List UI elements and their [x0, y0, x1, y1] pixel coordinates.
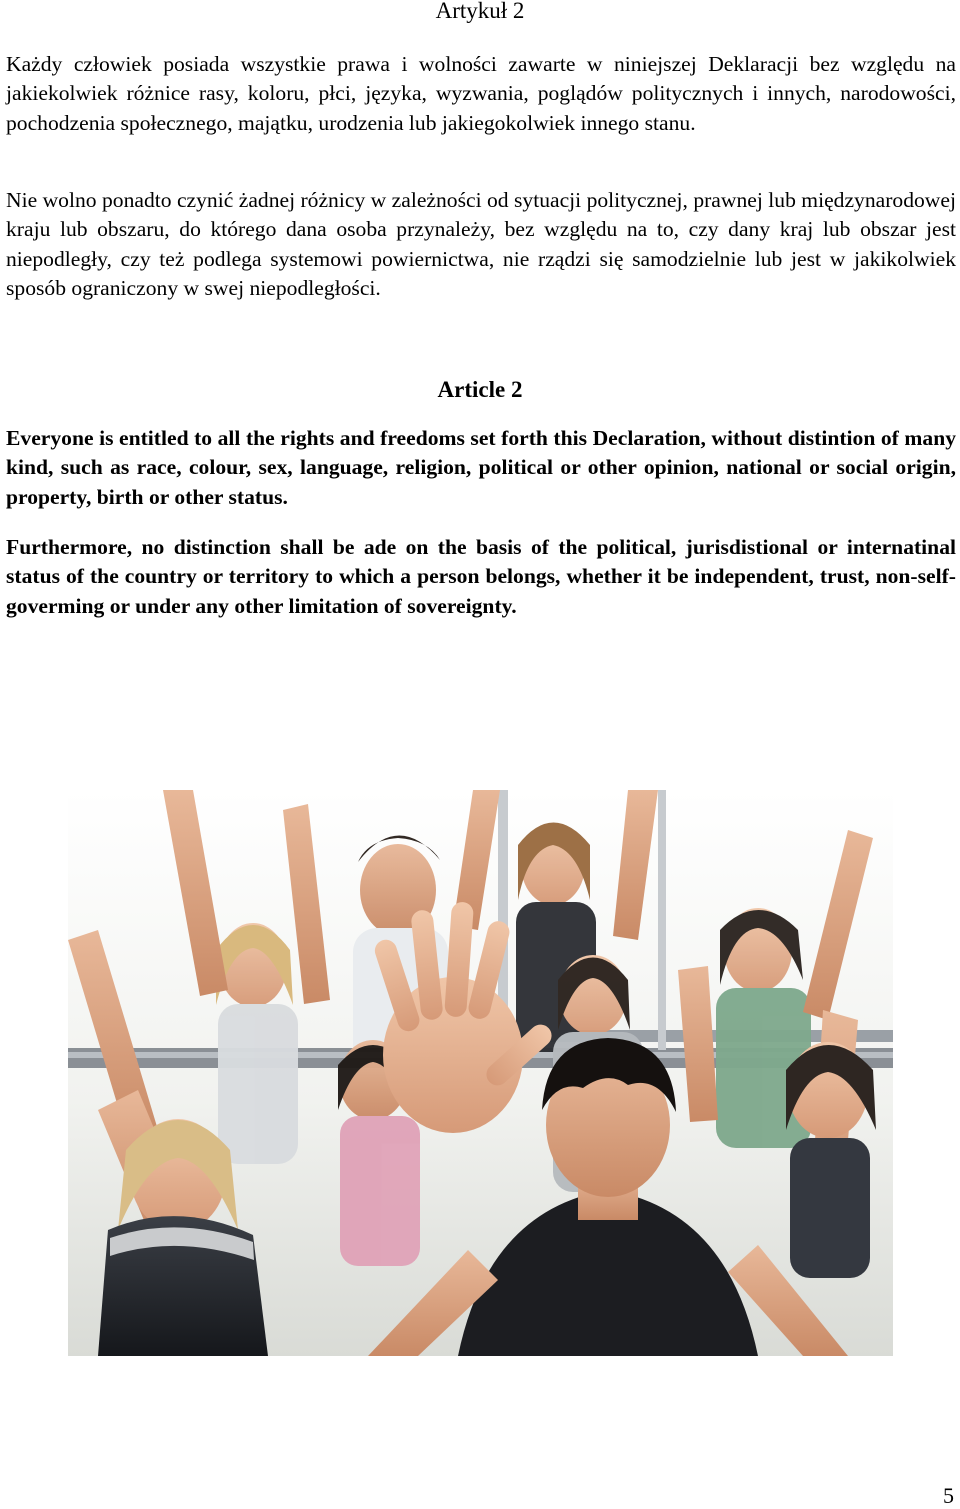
- page-number: 5: [943, 1483, 954, 1508]
- polish-paragraph-1: Każdy człowiek posiada wszystkie prawa i wolności zawarte w niniejszej Deklaracji bez względu na jakiekolwiek różnice rasy, koloru, płci, języka, wyzwania, poglądów politycznych i innych, narodowości, pochodzenia społecznego, majątku, urodzenia lub jakiegokolwiek innego stanu.: [6, 52, 956, 135]
- english-paragraph-1: Everyone is entitled to all the rights and freedoms set forth this Declaration, without distintion of many kind, such as race, colour, sex, language, religion, political or other opinion, national or social origin, property, birth or other status.: [6, 426, 956, 509]
- english-article-title: Article 2: [437, 377, 523, 402]
- polish-article-title: Artykuł 2: [435, 0, 525, 23]
- english-paragraph-2: Furthermore, no distinction shall be ade on the basis of the political, jurisdistional or internatinal status of the country or territory to which a person belongs, whether it be independent, trust, non-self-goverming or under any other limitation of sovereignty.: [6, 535, 956, 618]
- group-of-people-raising-hands-photo: [68, 790, 893, 1356]
- polish-paragraph-2: Nie wolno ponadto czynić żadnej różnicy w zależności od sytuacji politycznej, prawnej lub międzynarodowej kraju lub obszaru, do którego dana osoba przynależy, bez względu na to, czy dany kraj lub obszar jest niepodległy, czy też podlega systemowi powiernictwa, nie rządzi się samodzielnie lub jest w jakikolwiek sposób ograniczony w swej niepodległości.: [6, 188, 956, 300]
- front-right-person: [786, 1042, 876, 1278]
